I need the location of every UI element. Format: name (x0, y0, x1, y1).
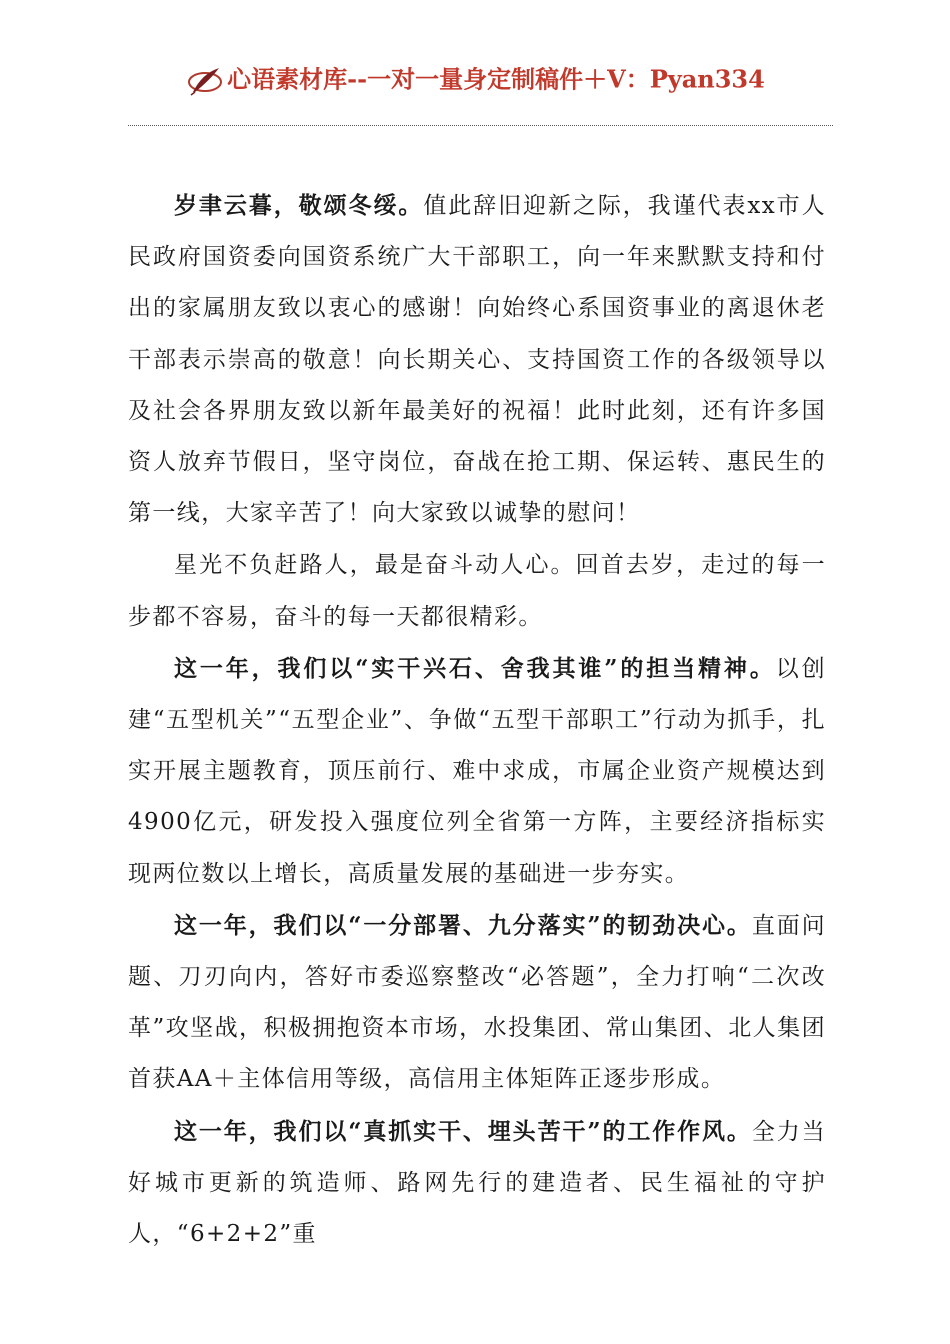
brand-name: 心语素材库 (227, 64, 348, 94)
paragraph-text: 直面问题、刀刃向内，答好市委巡察整改“必答题”，全力打响“二次改革”攻坚战，积极拥抱资本市场，水投集团、常山集团、北人集团首获AA＋主体信用等级，高信用主体矩阵正逐步形成。 (128, 912, 827, 1093)
paragraph-text: 星光不负赶路人，最是奋斗动人心。回首去岁，走过的每一步都不容易，奋斗的每一天都很精彩。 (128, 552, 826, 630)
paragraph (128, 180, 826, 539)
page-header (0, 62, 950, 96)
paragraph-text: 以创建“五型机关”“五型企业”、争做“五型干部职工”行动为抓手，扎实开展主题教育，顶压前行、难中求成，市属企业资产规模达到4900亿元，研发投入强度位列全省第一方阵，主要经济指标实现两位数以上增长，高质量发展的基础进一步夯实。 (128, 655, 826, 887)
wechat-id: Pyan334 (649, 64, 765, 94)
paragraph (128, 900, 826, 1106)
paragraph-text: 全力当好城市更新的筑造师、路网先行的建造者、民生福祉的守护人，“6+2+2”重 (128, 1118, 827, 1248)
paragraph-lead: 这一年，我们以“真抓实干、埋头苦干”的工作作风。 (174, 1117, 752, 1145)
header-slogan: --一对一量身定制稿件＋V： (347, 64, 650, 94)
feather-logo-icon (185, 64, 225, 96)
paragraph (128, 643, 826, 900)
paragraph-lead: 这一年，我们以“实干兴石、舍我其谁”的担当精神。 (174, 654, 776, 682)
header-divider (128, 125, 833, 126)
paragraph (128, 1106, 826, 1261)
paragraph-text: 值此辞旧迎新之际，我谨代表xx市人民政府国资委向国资系统广大干部职工，向一年来默默支持和付出的家属朋友致以衷心的感谢！向始终心系国资事业的离退休老干部表示崇高的敬意！向长期关心、支持国资工作的各级领导以及社会各界朋友致以新年最美好的祝福！此时此刻，还有许多国资人放弃节假日，坚守岗位，奋战在抢工期、保运转、惠民生的第一线，大家辛苦了！向大家致以诚挚的慰问！ (128, 193, 827, 527)
paragraph-lead: 这一年，我们以“一分部署、九分落实”的韧劲决心。 (174, 911, 752, 939)
paragraph (128, 539, 826, 642)
document-body (128, 180, 826, 1260)
paragraph-lead: 岁聿云暮，敬颂冬绥。 (174, 192, 424, 219)
